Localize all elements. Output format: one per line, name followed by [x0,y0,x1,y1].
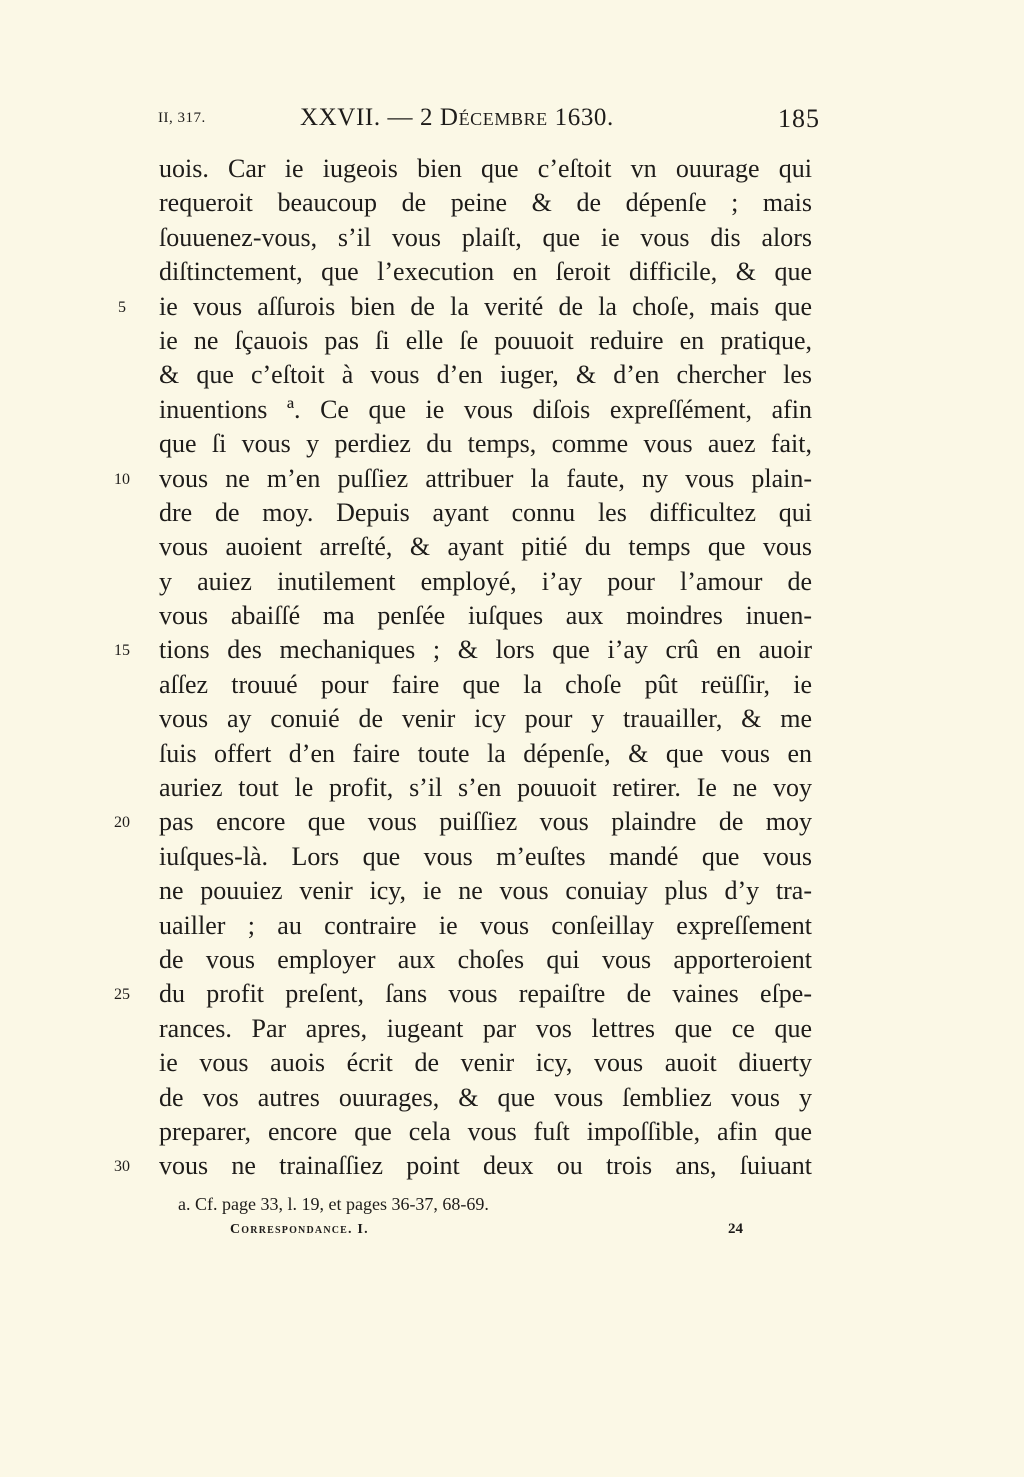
text-line [114,633,812,667]
text-line [159,1046,812,1080]
letter-body [114,152,812,1184]
line-text: de vos autres ouurages, & que vous ſembliez vous y [159,1082,812,1112]
text-line [159,324,812,358]
line-text: auriez tout le profit, s’il s’en pouuoit retirer. Ie ne voy [159,773,812,803]
text-line [159,702,812,736]
text-line [114,977,812,1011]
text-line [159,909,812,943]
line-text: vous ne m’en puſſiez attribuer la faute, ny vous plain- [159,463,812,493]
line-text: ſouuenez-vous, s’il vous plaiſt, que ie vous dis alors [159,222,812,252]
line-text: vous ay conuié de venir icy pour y trauailler, & me [159,704,812,734]
text-line [159,874,812,908]
line-text: aſſez trouué pour faire que la choſe pût reüſſir, ie [159,669,812,699]
line-number: 15 [114,642,130,660]
line-text: diſtinctement, que l’execution en ſeroit difficile, & que [159,257,812,287]
signature-number: 24 [728,1221,743,1237]
line-text: ie vous aſſurois bien de la verité de la choſe, mais que [159,291,812,321]
line-text: que ſi vous y perdiez du temps, comme vous auez fait, [159,429,812,459]
text-line [114,462,812,496]
line-text: inuentions ª. Ce que ie vous diſois expreſſément, afin [159,394,812,424]
line-number: 10 [114,470,130,488]
text-line [159,1115,812,1149]
line-text: & que c’eſtoit à vous d’en iuger, & d’en chercher les [159,360,812,390]
text-line [159,530,812,564]
line-text: du profit preſent, ſans vous repaiſtre de vaines eſpe- [159,979,812,1009]
line-text: y auiez inutilement employé, i’ay pour l’amour de [159,566,812,596]
text-line [159,565,812,599]
text-line [159,1012,812,1046]
line-text: preparer, encore que cela vous fuſt impoſſible, afin que [159,1116,812,1146]
signature-mark: Correspondance. I. [230,1222,369,1237]
line-text: pas encore que vous puiſſiez vous plaindre de moy [159,807,812,837]
volume-reference: II, 317. [158,110,206,126]
line-text: de vous employer aux choſes qui vous apporteroient [159,944,812,974]
text-line [159,393,812,427]
text-line [159,496,812,530]
text-line [159,427,812,461]
text-line [159,668,812,702]
line-text: dre de moy. Depuis ayant connu les difficultez qui [159,497,812,527]
text-line [159,358,812,392]
line-text: tions des mechaniques ; & lors que i’ay crû en auoir [159,635,812,665]
text-line [159,1081,812,1115]
line-text: iuſques-là. Lors que vous m’euſtes mandé que vous [159,841,812,871]
text-line [159,943,812,977]
text-line [159,840,812,874]
line-text: ſuis offert d’en faire toute la dépenſe, & que vous en [159,738,812,768]
running-header [150,104,820,138]
line-text: vous auoient arreſté, & ayant pitié du temps que vous [159,532,812,562]
text-line [159,737,812,771]
line-number: 5 [118,298,126,316]
line-number: 25 [114,986,130,1004]
line-text: ie ne ſçauois pas ſi elle ſe pouuoit reduire en pratique, [159,325,812,355]
line-text: rances. Par apres, iugeant par vos lettres que ce que [159,1013,812,1043]
letter-title: XXVII. — 2 Décembre 1630. [300,104,614,131]
text-line [159,255,812,289]
line-text: ne pouuiez venir icy, ie ne vous conuiay plus d’y tra- [159,876,812,906]
line-number: 20 [114,814,130,832]
footnote: a. Cf. page 33, l. 19, et pages 36-37, 68-69. [178,1194,489,1214]
line-text: uailler ; au contraire ie vous conſeillay expreſſement [159,910,812,940]
page-number: 185 [778,104,820,133]
text-line [114,1149,812,1183]
line-text: vous ne trainaſſiez point deux ou trois ans, ſuiuant [159,1151,812,1181]
text-line [114,805,812,839]
text-line [159,599,812,633]
line-text: vous abaiſſé ma penſée iuſques aux moindres inuen- [159,601,812,631]
text-line [159,221,812,255]
text-line [159,186,812,220]
line-text: requeroit beaucoup de peine & de dépenſe ; mais [159,188,812,218]
text-line [159,152,812,186]
line-text: uois. Car ie iugeois bien que c’eſtoit vn ouurage qui [159,154,812,183]
text-line [118,290,812,324]
line-number: 30 [114,1158,130,1176]
line-text: ie vous auois écrit de venir icy, vous auoit diuerty [159,1048,812,1078]
text-line [159,771,812,805]
